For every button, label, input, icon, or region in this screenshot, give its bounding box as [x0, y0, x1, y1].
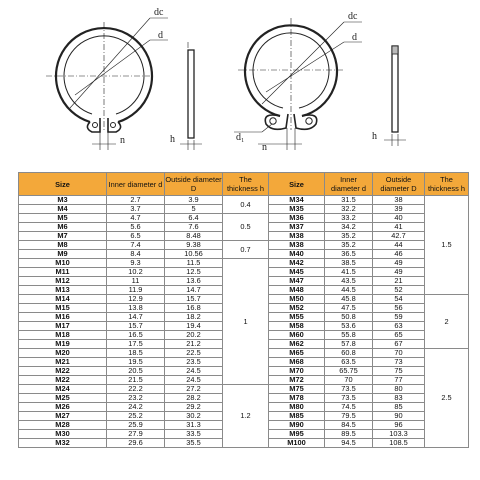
header-outside-right: Outside diameter D	[373, 173, 425, 196]
cell-inner-diameter: 79.5	[325, 412, 373, 421]
cell-size: M37	[269, 223, 325, 232]
cell-outside-diameter: 29.2	[165, 403, 223, 412]
cell-size: M100	[269, 439, 325, 448]
cell-outside-diameter: 23.5	[165, 358, 223, 367]
header-size-left: Size	[19, 173, 107, 196]
cell-outside-diameter: 75	[373, 367, 425, 376]
cell-size: M72	[269, 376, 325, 385]
cell-outside-diameter: 41	[373, 223, 425, 232]
cell-size: M78	[269, 394, 325, 403]
cell-outside-diameter: 67	[373, 340, 425, 349]
cell-size: M95	[269, 430, 325, 439]
right-d-label: d	[352, 32, 357, 43]
left-d-label: d	[158, 30, 163, 41]
cell-inner-diameter: 73.5	[325, 385, 373, 394]
cell-inner-diameter: 8.4	[107, 250, 165, 259]
cell-size: M68	[269, 358, 325, 367]
cell-size: M75	[269, 385, 325, 394]
cell-outside-diameter: 24.5	[165, 376, 223, 385]
cell-outside-diameter: 30.2	[165, 412, 223, 421]
cell-inner-diameter: 23.2	[107, 394, 165, 403]
cell-size: M70	[269, 367, 325, 376]
cell-inner-diameter: 22.2	[107, 385, 165, 394]
cell-outside-diameter: 16.8	[165, 304, 223, 313]
cell-size: M19	[19, 340, 107, 349]
cell-size: M17	[19, 322, 107, 331]
cell-inner-diameter: 20.5	[107, 367, 165, 376]
cell-outside-diameter: 80	[373, 385, 425, 394]
cell-inner-diameter: 38.5	[325, 259, 373, 268]
cell-thickness: 0.5	[223, 214, 269, 241]
cell-inner-diameter: 5.6	[107, 223, 165, 232]
cell-outside-diameter: 38	[373, 196, 425, 205]
cell-size: M13	[19, 286, 107, 295]
cell-inner-diameter: 70	[325, 376, 373, 385]
cell-size: M47	[269, 277, 325, 286]
cell-outside-diameter: 21	[373, 277, 425, 286]
cell-size: M25	[19, 394, 107, 403]
cell-size: M34	[269, 196, 325, 205]
cell-inner-diameter: 25.2	[107, 412, 165, 421]
cell-inner-diameter: 19.5	[107, 358, 165, 367]
right-d1-label: d₁	[236, 132, 245, 143]
cell-size: M26	[19, 403, 107, 412]
cell-size: M18	[19, 331, 107, 340]
cell-outside-diameter: 14.7	[165, 286, 223, 295]
cell-outside-diameter: 70	[373, 349, 425, 358]
cell-outside-diameter: 54	[373, 295, 425, 304]
cell-size: M38	[269, 241, 325, 250]
cell-inner-diameter: 73.5	[325, 394, 373, 403]
cell-inner-diameter: 44.5	[325, 286, 373, 295]
cell-size: M48	[269, 286, 325, 295]
cell-size: M45	[269, 268, 325, 277]
cell-thickness: 0.7	[223, 241, 269, 259]
cell-outside-diameter: 103.3	[373, 430, 425, 439]
cell-inner-diameter: 3.7	[107, 205, 165, 214]
cell-size: M32	[19, 439, 107, 448]
cell-inner-diameter: 43.5	[325, 277, 373, 286]
cell-size: M65	[269, 349, 325, 358]
cell-size: M52	[269, 304, 325, 313]
cell-size: M42	[269, 259, 325, 268]
cell-inner-diameter: 21.5	[107, 376, 165, 385]
cell-inner-diameter: 89.5	[325, 430, 373, 439]
cell-inner-diameter: 55.8	[325, 331, 373, 340]
header-size-right: Size	[269, 173, 325, 196]
cell-size: M50	[269, 295, 325, 304]
cell-outside-diameter: 19.4	[165, 322, 223, 331]
cell-inner-diameter: 15.7	[107, 322, 165, 331]
left-dc-label: dc	[154, 7, 164, 18]
table-row	[19, 196, 469, 205]
cell-outside-diameter: 49	[373, 259, 425, 268]
cell-inner-diameter: 27.9	[107, 430, 165, 439]
cell-size: M8	[19, 241, 107, 250]
cell-size: M60	[269, 331, 325, 340]
cell-inner-diameter: 25.9	[107, 421, 165, 430]
header-inner-left: Inner diameter d	[107, 173, 165, 196]
cell-size: M24	[19, 385, 107, 394]
table-row	[19, 259, 469, 268]
cell-size: M7	[19, 232, 107, 241]
cell-outside-diameter: 10.56	[165, 250, 223, 259]
cell-inner-diameter: 65.75	[325, 367, 373, 376]
cell-outside-diameter: 13.6	[165, 277, 223, 286]
cell-inner-diameter: 24.2	[107, 403, 165, 412]
cell-size: M28	[19, 421, 107, 430]
cell-inner-diameter: 53.6	[325, 322, 373, 331]
cell-outside-diameter: 39	[373, 205, 425, 214]
cell-inner-diameter: 16.5	[107, 331, 165, 340]
cell-outside-diameter: 42.7	[373, 232, 425, 241]
circlip-size-table	[18, 172, 469, 448]
cell-outside-diameter: 11.5	[165, 259, 223, 268]
table-row	[19, 241, 469, 250]
table-row	[19, 214, 469, 223]
cell-size: M22	[19, 367, 107, 376]
cell-inner-diameter: 17.5	[107, 340, 165, 349]
cell-inner-diameter: 74.5	[325, 403, 373, 412]
cell-inner-diameter: 11	[107, 277, 165, 286]
cell-outside-diameter: 108.5	[373, 439, 425, 448]
right-circlip-drawing	[234, 18, 406, 150]
cell-outside-diameter: 83	[373, 394, 425, 403]
cell-inner-diameter: 31.5	[325, 196, 373, 205]
cell-size: M16	[19, 313, 107, 322]
cell-size: M14	[19, 295, 107, 304]
cell-size: M38	[269, 232, 325, 241]
cell-size: M11	[19, 268, 107, 277]
cell-size: M3	[19, 196, 107, 205]
cell-inner-diameter: 11.9	[107, 286, 165, 295]
cell-outside-diameter: 31.3	[165, 421, 223, 430]
left-n-label: n	[120, 135, 125, 146]
circlip-technical-drawing	[0, 0, 480, 170]
cell-inner-diameter: 6.5	[107, 232, 165, 241]
cell-thickness: 0.4	[223, 196, 269, 214]
cell-size: M5	[19, 214, 107, 223]
header-thickness-left: The thickness h	[223, 173, 269, 196]
cell-inner-diameter: 33.2	[325, 214, 373, 223]
cell-outside-diameter: 22.5	[165, 349, 223, 358]
cell-inner-diameter: 57.8	[325, 340, 373, 349]
cell-outside-diameter: 52	[373, 286, 425, 295]
cell-inner-diameter: 14.7	[107, 313, 165, 322]
cell-inner-diameter: 32.2	[325, 205, 373, 214]
cell-thickness: 1.5	[425, 196, 469, 295]
cell-size: M62	[269, 340, 325, 349]
right-dc-label: dc	[348, 11, 358, 22]
cell-inner-diameter: 45.8	[325, 295, 373, 304]
cell-outside-diameter: 59	[373, 313, 425, 322]
cell-inner-diameter: 63.5	[325, 358, 373, 367]
cell-thickness: 2.5	[425, 349, 469, 448]
cell-outside-diameter: 3.9	[165, 196, 223, 205]
cell-inner-diameter: 41.5	[325, 268, 373, 277]
cell-size: M20	[19, 349, 107, 358]
cell-outside-diameter: 33.5	[165, 430, 223, 439]
cell-size: M36	[269, 214, 325, 223]
cell-inner-diameter: 4.7	[107, 214, 165, 223]
right-n-label: n	[262, 142, 267, 153]
cell-outside-diameter: 12.5	[165, 268, 223, 277]
cell-inner-diameter: 84.5	[325, 421, 373, 430]
cell-outside-diameter: 44	[373, 241, 425, 250]
header-thickness-right: The thickness h	[425, 173, 469, 196]
cell-outside-diameter: 6.4	[165, 214, 223, 223]
cell-outside-diameter: 15.7	[165, 295, 223, 304]
cell-outside-diameter: 20.2	[165, 331, 223, 340]
cell-inner-diameter: 94.5	[325, 439, 373, 448]
cell-size: M55	[269, 313, 325, 322]
cell-outside-diameter: 56	[373, 304, 425, 313]
right-h-label: h	[372, 131, 377, 142]
cell-outside-diameter: 9.38	[165, 241, 223, 250]
cell-outside-diameter: 49	[373, 268, 425, 277]
cell-inner-diameter: 10.2	[107, 268, 165, 277]
cell-outside-diameter: 5	[165, 205, 223, 214]
cell-inner-diameter: 36.5	[325, 250, 373, 259]
cell-size: M12	[19, 277, 107, 286]
cell-inner-diameter: 47.5	[325, 304, 373, 313]
cell-outside-diameter: 21.2	[165, 340, 223, 349]
cell-outside-diameter: 46	[373, 250, 425, 259]
cell-outside-diameter: 40	[373, 214, 425, 223]
cell-inner-diameter: 18.5	[107, 349, 165, 358]
cell-inner-diameter: 35.2	[325, 232, 373, 241]
cell-outside-diameter: 85	[373, 403, 425, 412]
cell-size: M6	[19, 223, 107, 232]
cell-thickness: 1	[223, 259, 269, 385]
cell-size: M10	[19, 259, 107, 268]
cell-inner-diameter: 35.2	[325, 241, 373, 250]
cell-inner-diameter: 50.8	[325, 313, 373, 322]
header-inner-right: Inner diameter d	[325, 173, 373, 196]
cell-inner-diameter: 12.9	[107, 295, 165, 304]
cell-inner-diameter: 34.2	[325, 223, 373, 232]
header-outside-left: Outside diameter D	[165, 173, 223, 196]
left-h-label: h	[170, 134, 175, 145]
cell-outside-diameter: 77	[373, 376, 425, 385]
cell-thickness: 1.2	[223, 385, 269, 448]
table-body	[19, 196, 469, 448]
cell-inner-diameter: 13.8	[107, 304, 165, 313]
cell-outside-diameter: 24.5	[165, 367, 223, 376]
cell-size: M27	[19, 412, 107, 421]
cell-outside-diameter: 7.6	[165, 223, 223, 232]
cell-inner-diameter: 7.4	[107, 241, 165, 250]
cell-inner-diameter: 60.8	[325, 349, 373, 358]
cell-inner-diameter: 29.6	[107, 439, 165, 448]
cell-size: M21	[19, 358, 107, 367]
cell-thickness: 2	[425, 295, 469, 349]
cell-outside-diameter: 63	[373, 322, 425, 331]
cell-inner-diameter: 9.3	[107, 259, 165, 268]
cell-outside-diameter: 8.48	[165, 232, 223, 241]
cell-size: M80	[269, 403, 325, 412]
left-circlip-drawing	[46, 18, 202, 150]
cell-outside-diameter: 18.2	[165, 313, 223, 322]
cell-size: M4	[19, 205, 107, 214]
cell-size: M15	[19, 304, 107, 313]
cell-outside-diameter: 27.2	[165, 385, 223, 394]
cell-size: M22	[19, 376, 107, 385]
cell-inner-diameter: 2.7	[107, 196, 165, 205]
cell-size: M30	[19, 430, 107, 439]
cell-size: M85	[269, 412, 325, 421]
cell-size: M35	[269, 205, 325, 214]
cell-size: M9	[19, 250, 107, 259]
table-row	[19, 385, 469, 394]
cell-outside-diameter: 35.5	[165, 439, 223, 448]
cell-outside-diameter: 28.2	[165, 394, 223, 403]
cell-outside-diameter: 73	[373, 358, 425, 367]
cell-size: M90	[269, 421, 325, 430]
cell-outside-diameter: 96	[373, 421, 425, 430]
cell-outside-diameter: 90	[373, 412, 425, 421]
table-header-row	[19, 173, 469, 196]
cell-outside-diameter: 65	[373, 331, 425, 340]
cell-size: M58	[269, 322, 325, 331]
cell-size: M40	[269, 250, 325, 259]
